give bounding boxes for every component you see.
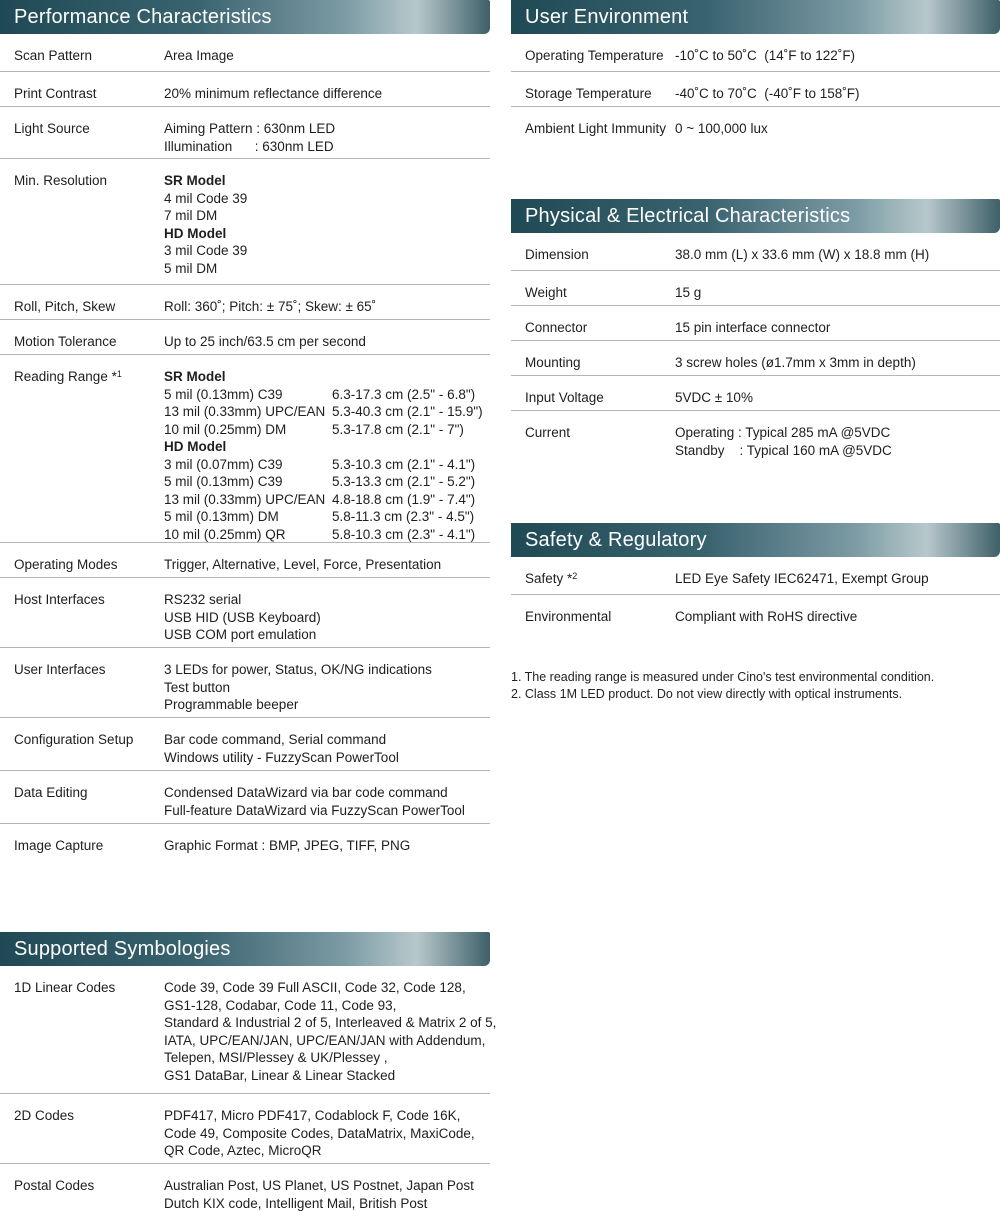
spec-label: Environmental: [511, 608, 675, 630]
spec-label: Host Interfaces: [0, 591, 164, 647]
spec-row-min-resolution: [0, 159, 490, 285]
spec-value: [164, 784, 490, 823]
footnote-marker: 1: [117, 369, 122, 379]
performance-header: Performance Characteristics: [0, 0, 490, 34]
range-distance: 5.3-40.3 cm (2.1" - 15.9"): [332, 403, 483, 421]
spec-row-ambient-light: [511, 107, 1000, 142]
spec-line: Windows utility - FuzzyScan PowerTool: [164, 749, 490, 767]
spec-line: Code 39, Code 39 Full ASCII, Code 32, Code 128,: [164, 979, 496, 997]
spec-label: Ambient Light Immunity: [511, 120, 675, 142]
spec-row-dimension: [511, 233, 1000, 271]
symbologies-section: [0, 932, 490, 1206]
spec-line: USB HID (USB Keyboard): [164, 609, 490, 627]
spec-label: Connector: [511, 319, 675, 340]
user-environment-header: User Environment: [511, 0, 1000, 34]
range-code: 5 mil (0.13mm) DM: [164, 508, 332, 526]
spec-line: PDF417, Micro PDF417, Codablock F, Code 16K,: [164, 1107, 490, 1125]
left-column: [0, 0, 490, 864]
spec-row-weight: [511, 271, 1000, 306]
spec-row-2d-codes: [0, 1094, 490, 1164]
spec-value: [164, 1177, 490, 1206]
spec-line: Australian Post, US Planet, US Postnet, Japan Post: [164, 1177, 490, 1195]
spec-label: [0, 368, 164, 542]
spec-label: Operating Temperature: [511, 47, 675, 71]
spec-label: Postal Codes: [0, 1177, 164, 1206]
spec-value: [164, 120, 490, 158]
spec-value: -40˚C to 70˚C (-40˚F to 158˚F): [675, 85, 1000, 106]
spec-label: Operating Modes: [0, 556, 164, 577]
spec-row-environmental: [511, 595, 1000, 630]
spec-line: Programmable beeper: [164, 696, 490, 714]
spec-row-scan-pattern: [0, 34, 490, 72]
spec-line: Dutch KIX code, Intelligent Mail, British Post: [164, 1195, 490, 1212]
range-row: [164, 456, 490, 474]
spec-value: [164, 731, 490, 770]
safety-label: Safety *: [525, 571, 572, 586]
spec-row-1d-linear: [0, 966, 490, 1094]
spec-value: 15 g: [675, 284, 1000, 305]
spec-label: Weight: [511, 284, 675, 305]
spec-value: 0 ~ 100,000 lux: [675, 120, 1000, 142]
spec-label: [511, 570, 675, 594]
spec-line: GS1-128, Codabar, Code 11, Code 93,: [164, 997, 496, 1015]
spec-row-light-source: [0, 107, 490, 159]
spec-value: 38.0 mm (L) x 33.6 mm (W) x 18.8 mm (H): [675, 246, 1000, 270]
range-distance: 5.8-10.3 cm (2.3" - 4.1"): [332, 526, 475, 544]
range-row: [164, 386, 490, 404]
spec-line: Telepen, MSI/Plessey & UK/Plessey ,: [164, 1049, 496, 1067]
spec-line: Condensed DataWizard via bar code command: [164, 784, 490, 802]
spec-label: Min. Resolution: [0, 172, 164, 284]
spec-label: Light Source: [0, 120, 164, 158]
model-heading: SR Model: [164, 368, 490, 386]
footnote-marker: 2: [572, 571, 577, 581]
spec-value: Graphic Format : BMP, JPEG, TIFF, PNG: [164, 837, 490, 864]
footnote: 1. The reading range is measured under Cino's test environmental condition.: [511, 669, 934, 686]
range-row: [164, 508, 490, 526]
spec-row-operating-modes: [0, 543, 490, 578]
range-distance: 6.3-17.3 cm (2.5" - 6.8"): [332, 386, 475, 404]
spec-row-mounting: [511, 341, 1000, 376]
spec-row-storage-temperature: [511, 72, 1000, 107]
spec-row-reading-range: [0, 355, 490, 543]
spec-label: Scan Pattern: [0, 47, 164, 71]
model-heading: HD Model: [164, 438, 490, 456]
spec-line: Test button: [164, 679, 490, 697]
spec-label: Image Capture: [0, 837, 164, 864]
spec-value: [164, 1107, 490, 1163]
spec-row-host-interfaces: [0, 578, 490, 648]
spec-line: Aiming Pattern : 630nm LED: [164, 120, 490, 138]
range-distance: 5.3-17.8 cm (2.1" - 7"): [332, 421, 464, 439]
spec-value: [164, 661, 490, 717]
spec-row-print-contrast: [0, 72, 490, 107]
spec-value: Roll: 360˚; Pitch: ± 75˚; Skew: ± 65˚: [164, 298, 490, 319]
spec-value: [164, 172, 490, 284]
physical-section: [511, 199, 1000, 463]
spec-line: QR Code, Aztec, MicroQR: [164, 1142, 490, 1160]
spec-line: 3 mil Code 39: [164, 242, 490, 260]
spec-line: Code 49, Composite Codes, DataMatrix, MaxiCode,: [164, 1125, 490, 1143]
range-row: [164, 491, 490, 509]
spec-label: Configuration Setup: [0, 731, 164, 770]
symbologies-header: Supported Symbologies: [0, 932, 490, 966]
range-row: [164, 421, 490, 439]
spec-line: Bar code command, Serial command: [164, 731, 490, 749]
range-distance: 5.3-13.3 cm (2.1" - 5.2"): [332, 473, 475, 491]
spec-label: Dimension: [511, 246, 675, 270]
spec-row-user-interfaces: [0, 648, 490, 718]
spec-line: Operating : Typical 285 mA @5VDC: [675, 424, 1000, 442]
range-code: 5 mil (0.13mm) C39: [164, 386, 332, 404]
spec-line: 7 mil DM: [164, 207, 490, 225]
spec-label: Data Editing: [0, 784, 164, 823]
spec-row-image-capture: [0, 824, 490, 864]
spec-row-input-voltage: [511, 376, 1000, 411]
spec-row-connector: [511, 306, 1000, 341]
range-code: 13 mil (0.33mm) UPC/EAN: [164, 491, 332, 509]
range-code: 13 mil (0.33mm) UPC/EAN: [164, 403, 332, 421]
spec-value: -10˚C to 50˚C (14˚F to 122˚F): [675, 47, 1000, 71]
spec-value: Up to 25 inch/63.5 cm per second: [164, 333, 490, 354]
spec-value: [675, 424, 1000, 463]
spec-label: Roll, Pitch, Skew: [0, 298, 164, 319]
range-code: 3 mil (0.07mm) C39: [164, 456, 332, 474]
range-row: [164, 526, 490, 544]
spec-line: Illumination : 630nm LED: [164, 138, 490, 156]
spec-label: User Interfaces: [0, 661, 164, 717]
spec-label: Print Contrast: [0, 85, 164, 106]
spec-line: USB COM port emulation: [164, 626, 490, 644]
range-row: [164, 473, 490, 491]
spec-row-operating-temperature: [511, 34, 1000, 72]
spec-value: 5VDC ± 10%: [675, 389, 1000, 410]
spec-line: Standby : Typical 160 mA @5VDC: [675, 442, 1000, 460]
spec-row-safety: [511, 557, 1000, 595]
spec-value: [164, 368, 490, 542]
spec-line: 4 mil Code 39: [164, 190, 490, 208]
spec-label: Input Voltage: [511, 389, 675, 410]
spec-line: RS232 serial: [164, 591, 490, 609]
spec-value: [164, 591, 490, 647]
range-code: 10 mil (0.25mm) QR: [164, 526, 332, 544]
user-environment-section: [511, 0, 1000, 142]
range-distance: 4.8-18.8 cm (1.9" - 7.4"): [332, 491, 475, 509]
range-code: 10 mil (0.25mm) DM: [164, 421, 332, 439]
spec-value: Trigger, Alternative, Level, Force, Presentation: [164, 556, 490, 577]
spec-label: 1D Linear Codes: [0, 979, 164, 1093]
safety-header: Safety & Regulatory: [511, 523, 1000, 557]
spec-value: 20% minimum reflectance difference: [164, 85, 490, 106]
spec-label: Mounting: [511, 354, 675, 375]
footnotes: [511, 669, 934, 703]
spec-value: Compliant with RoHS directive: [675, 608, 1000, 630]
physical-header: Physical & Electrical Characteristics: [511, 199, 1000, 233]
spec-value: LED Eye Safety IEC62471, Exempt Group: [675, 570, 1000, 594]
range-distance: 5.8-11.3 cm (2.3" - 4.5"): [332, 508, 474, 526]
spec-value: Area Image: [164, 47, 490, 71]
range-row: [164, 403, 490, 421]
spec-row-configuration-setup: [0, 718, 490, 771]
model-heading: HD Model: [164, 225, 490, 243]
spec-label: Current: [511, 424, 675, 463]
spec-row-roll-pitch-skew: [0, 285, 490, 320]
range-distance: 5.3-10.3 cm (2.1" - 4.1"): [332, 456, 475, 474]
spec-value: 3 screw holes (ø1.7mm x 3mm in depth): [675, 354, 1000, 375]
spec-line: 3 LEDs for power, Status, OK/NG indications: [164, 661, 490, 679]
spec-label: Motion Tolerance: [0, 333, 164, 354]
spec-row-postal-codes: [0, 1164, 490, 1206]
safety-section: [511, 523, 1000, 630]
spec-line: IATA, UPC/EAN/JAN, UPC/EAN/JAN with Addendum,: [164, 1032, 496, 1050]
spec-label: 2D Codes: [0, 1107, 164, 1163]
spec-line: Full-feature DataWizard via FuzzyScan PowerTool: [164, 802, 490, 820]
spec-value: [164, 979, 496, 1093]
reading-range-label: Reading Range *: [14, 369, 117, 384]
spec-row-data-editing: [0, 771, 490, 824]
spec-line: Standard & Industrial 2 of 5, Interleaved & Matrix 2 of 5,: [164, 1014, 496, 1032]
model-heading: SR Model: [164, 172, 490, 190]
spec-row-motion-tolerance: [0, 320, 490, 355]
footnote: 2. Class 1M LED product. Do not view directly with optical instruments.: [511, 686, 934, 703]
spec-line: GS1 DataBar, Linear & Linear Stacked: [164, 1067, 496, 1085]
spec-line: 5 mil DM: [164, 260, 490, 278]
range-code: 5 mil (0.13mm) C39: [164, 473, 332, 491]
spec-label: Storage Temperature: [511, 85, 675, 106]
spec-row-current: [511, 411, 1000, 463]
spec-value: 15 pin interface connector: [675, 319, 1000, 340]
